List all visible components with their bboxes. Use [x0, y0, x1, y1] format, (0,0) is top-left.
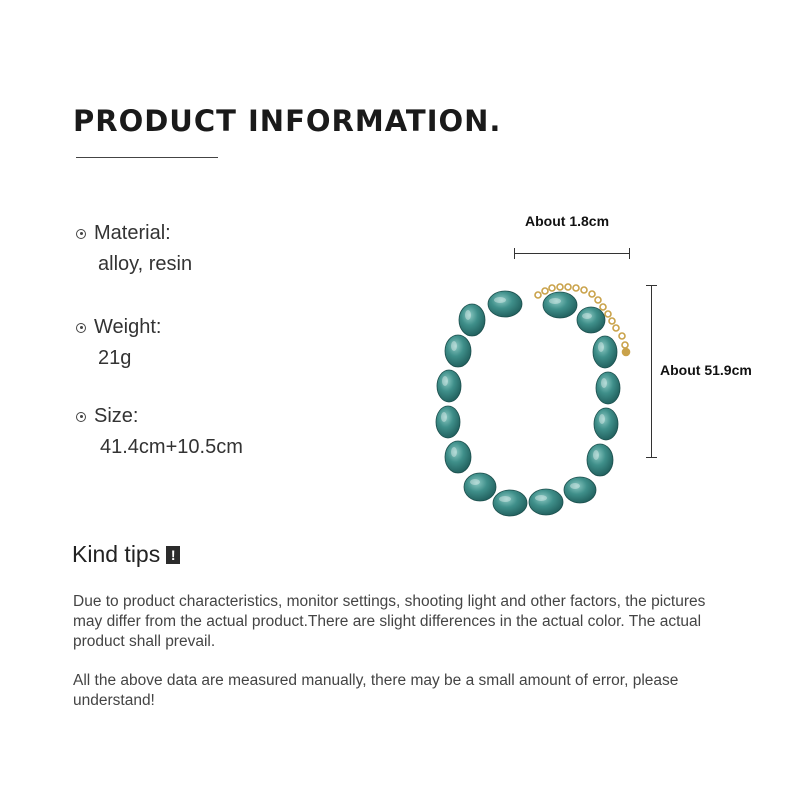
resin-bead [587, 444, 613, 476]
width-dimension-tick [629, 248, 630, 259]
resin-bead [445, 335, 471, 367]
tips-paragraph: Due to product characteristics, monitor settings, shooting light and other factors, the pictures may differ from the actual product.There are slight differences in the actual color. The actual product shall prevail. [73, 593, 706, 650]
width-dimension-line [514, 253, 630, 254]
resin-bead [437, 370, 461, 402]
necklace-image [420, 270, 640, 530]
width-dimension-tick [514, 248, 515, 259]
height-dimension-tick [646, 457, 657, 458]
kind-tips-heading [72, 541, 180, 568]
height-dimension-tick [646, 285, 657, 286]
spec-material [76, 222, 192, 276]
resin-bead [593, 336, 617, 368]
height-dimension-line [651, 285, 652, 458]
bullet-icon [76, 412, 86, 422]
spec-value: 21g [98, 347, 132, 369]
spec-value: alloy, resin [98, 253, 193, 275]
resin-bead [543, 292, 577, 318]
kind-tips-title: Kind tips [72, 541, 161, 567]
page-title: PRODUCT INFORMATION. [73, 104, 502, 138]
bullet-icon [76, 323, 86, 333]
spec-weight [76, 316, 161, 370]
bullet-icon [76, 229, 86, 239]
spec-value: 41.4cm+10.5cm [100, 436, 243, 458]
resin-bead [464, 473, 496, 501]
spec-size [76, 405, 243, 459]
height-dimension-label: About 51.9cm [660, 362, 752, 378]
resin-bead [493, 490, 527, 516]
tips-paragraph: All the above data are measured manually, there may be a small amount of error, please understand! [73, 672, 679, 709]
resin-bead [488, 291, 522, 317]
resin-bead [529, 489, 563, 515]
spec-label: Material: [94, 222, 171, 244]
resin-bead [594, 408, 618, 440]
resin-bead [577, 307, 605, 333]
spec-label: Weight: [94, 316, 162, 338]
resin-bead [445, 441, 471, 473]
resin-bead [459, 304, 485, 336]
exclamation-icon: ! [166, 546, 180, 564]
resin-bead [564, 477, 596, 503]
spec-label: Size: [94, 405, 139, 427]
title-divider [76, 157, 218, 158]
width-dimension-label: About 1.8cm [525, 213, 610, 229]
resin-bead [596, 372, 620, 404]
resin-bead [436, 406, 460, 438]
